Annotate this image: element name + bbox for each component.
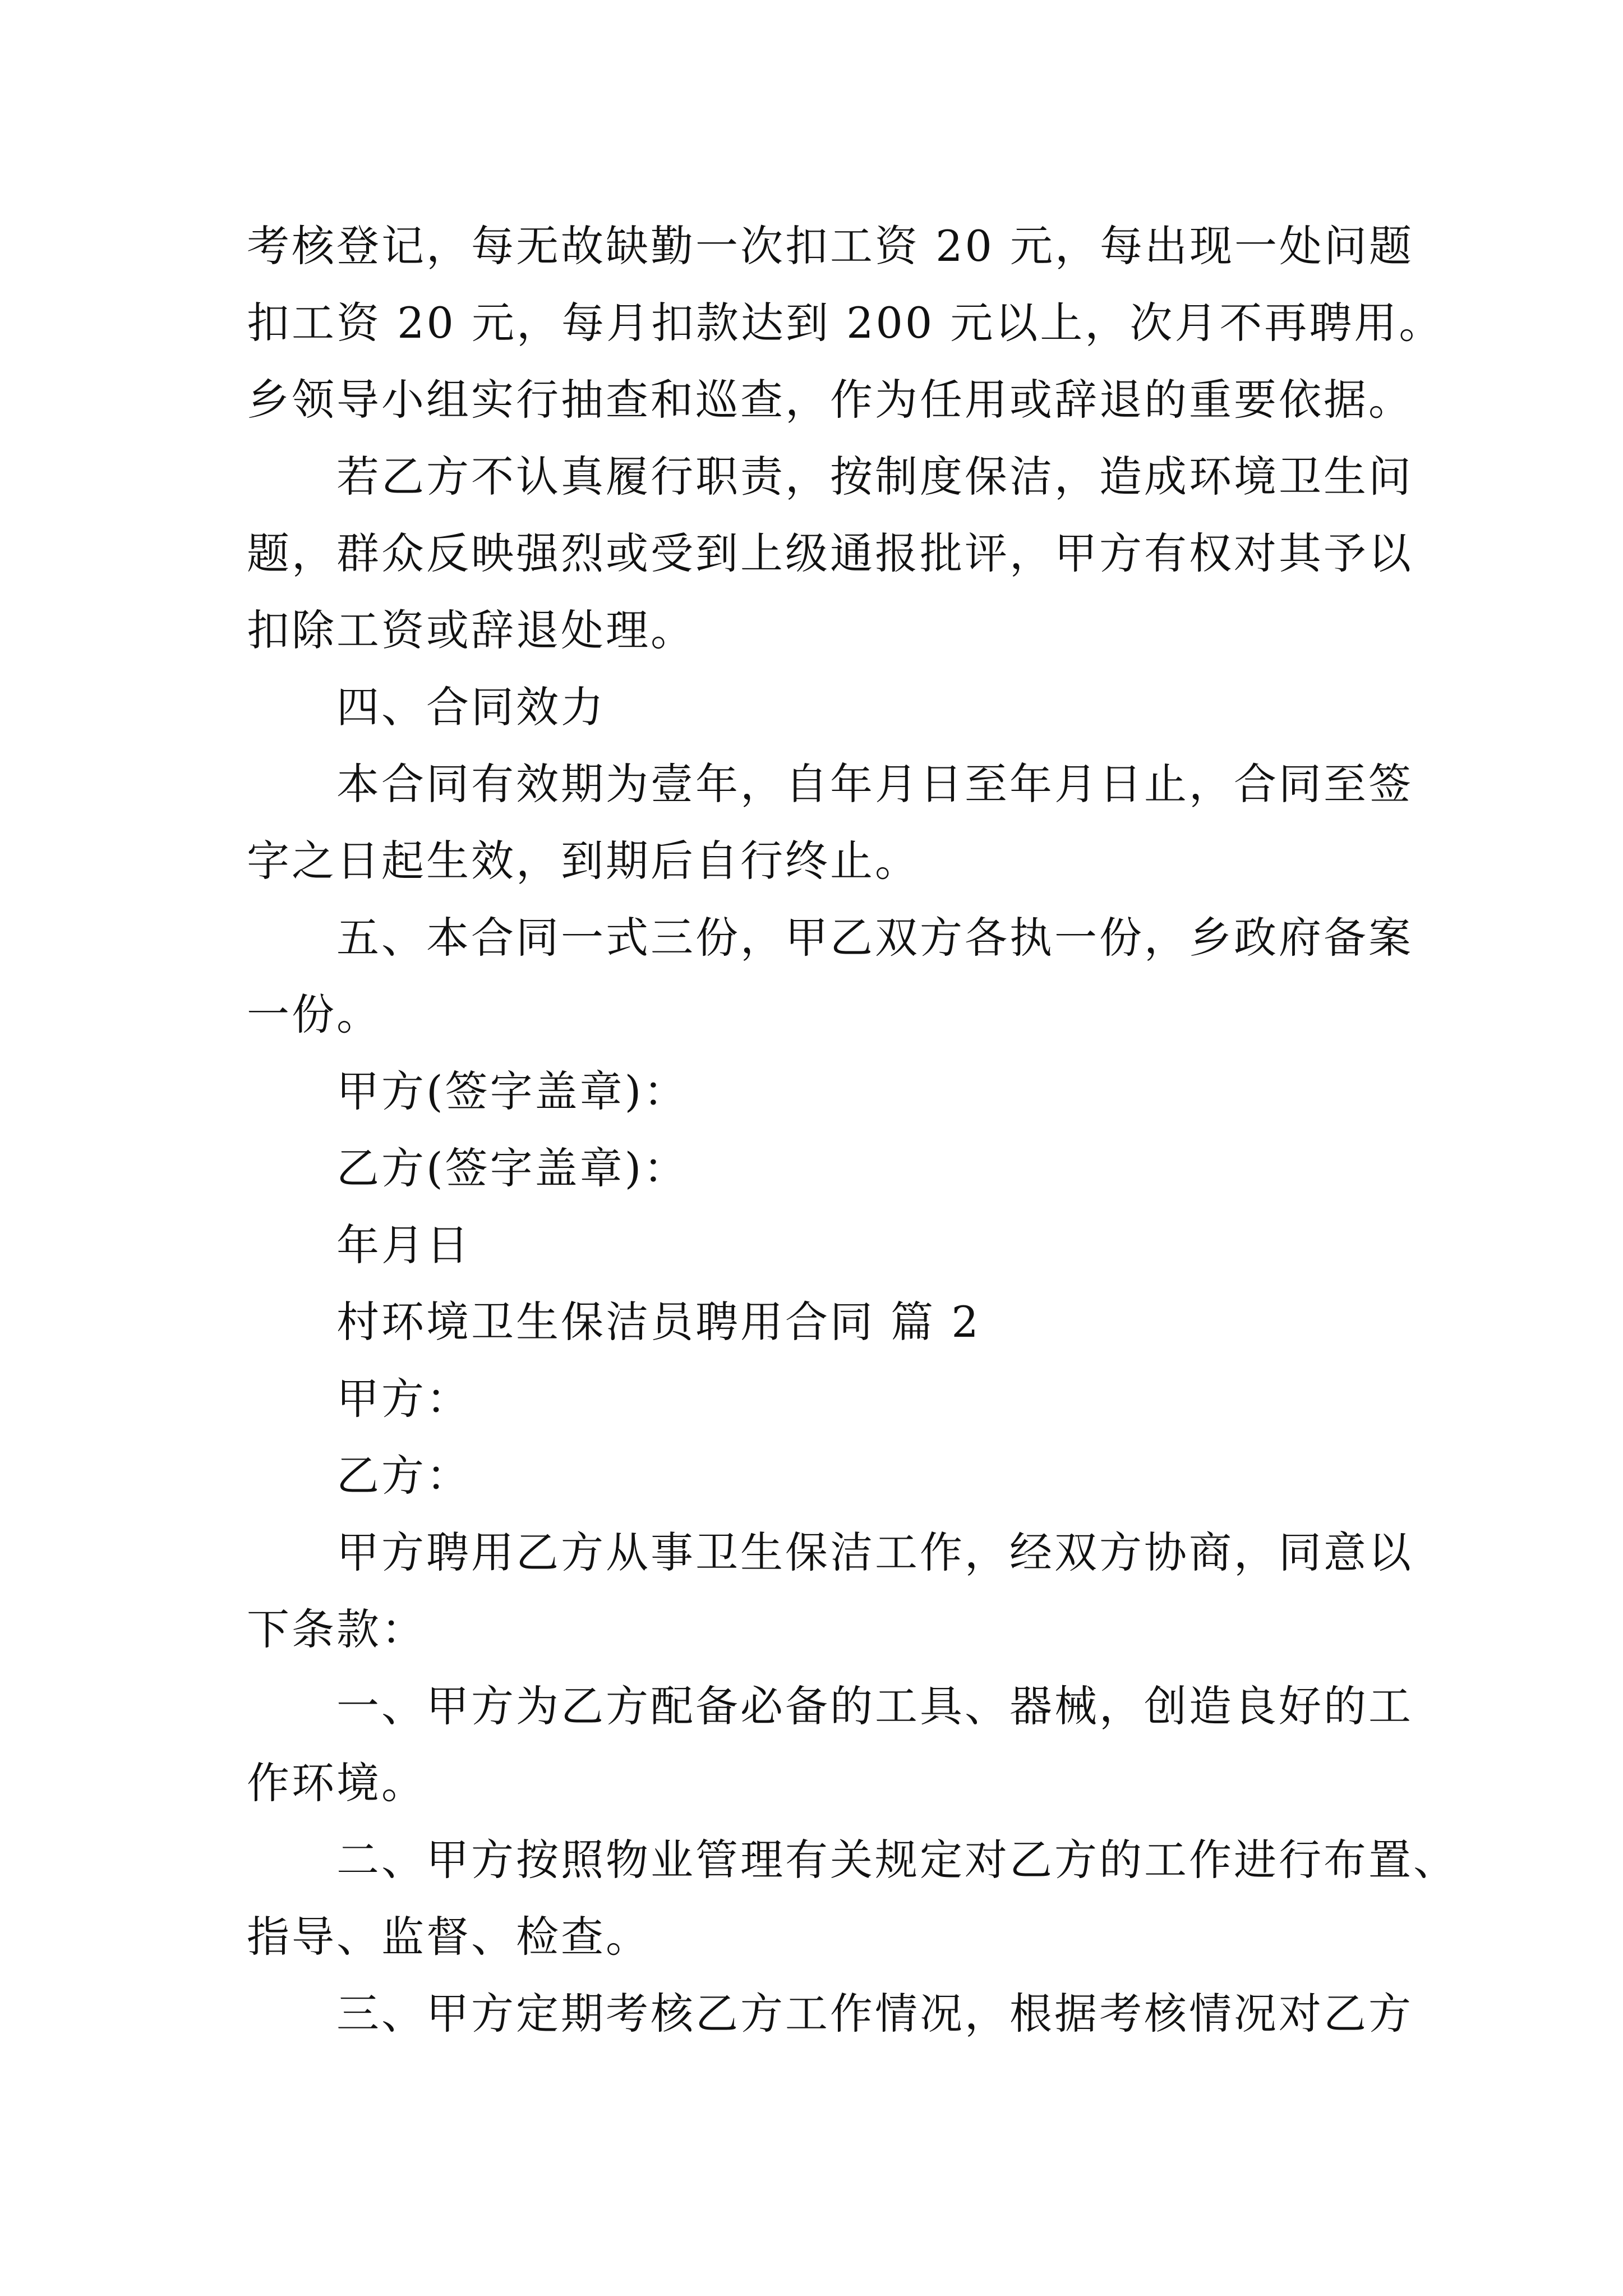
- signature-party-b: 乙方(签字盖章)：: [336, 1143, 689, 1193]
- text-line: 一、甲方为乙方配备必备的工具、器械，创造良好的工: [336, 1681, 1413, 1731]
- party-a-label: 甲方：: [336, 1374, 471, 1424]
- text-line: 题，群众反映强烈或受到上级通报批评，甲方有权对其予以: [247, 528, 1413, 578]
- text-line: 二、甲方按照物业管理有关规定对乙方的工作进行布置、: [336, 1835, 1458, 1885]
- contract-title: 村环境卫生保洁员聘用合同 篇 2: [336, 1297, 981, 1347]
- text-line: 考核登记，每无故缺勤一次扣工资 20 元，每出现一处问题: [247, 221, 1414, 271]
- text-line: 三、甲方定期考核乙方工作情况，根据考核情况对乙方: [336, 1989, 1413, 2039]
- text-line: 扣除工资或辞退处理。: [247, 605, 695, 655]
- section-heading: 四、合同效力: [336, 682, 606, 732]
- text-line: 下条款：: [247, 1604, 426, 1654]
- signature-date: 年月日: [336, 1220, 471, 1270]
- text-line: 作环境。: [247, 1758, 426, 1808]
- party-b-label: 乙方：: [336, 1451, 471, 1501]
- text-line: 若乙方不认真履行职责，按制度保洁，造成环境卫生问: [336, 452, 1413, 501]
- text-line: 一份。: [247, 990, 381, 1039]
- signature-party-a: 甲方(签字盖章)：: [336, 1066, 689, 1116]
- text-line: 本合同有效期为壹年，自年月日至年月日止，合同至签: [336, 759, 1413, 809]
- document-body: [247, 208, 1458, 2052]
- text-line: 字之日起生效，到期后自行终止。: [247, 836, 920, 886]
- text-line: 扣工资 20 元，每月扣款达到 200 元以上，次月不再聘用。: [247, 298, 1444, 348]
- text-line: 甲方聘用乙方从事卫生保洁工作，经双方协商，同意以: [336, 1527, 1413, 1577]
- text-line: 乡领导小组实行抽查和巡查，作为任用或辞退的重要依据。: [247, 375, 1413, 425]
- text-line: 指导、监督、检查。: [247, 1912, 651, 1962]
- text-line: 五、本合同一式三份，甲乙双方各执一份，乡政府备案: [336, 913, 1413, 963]
